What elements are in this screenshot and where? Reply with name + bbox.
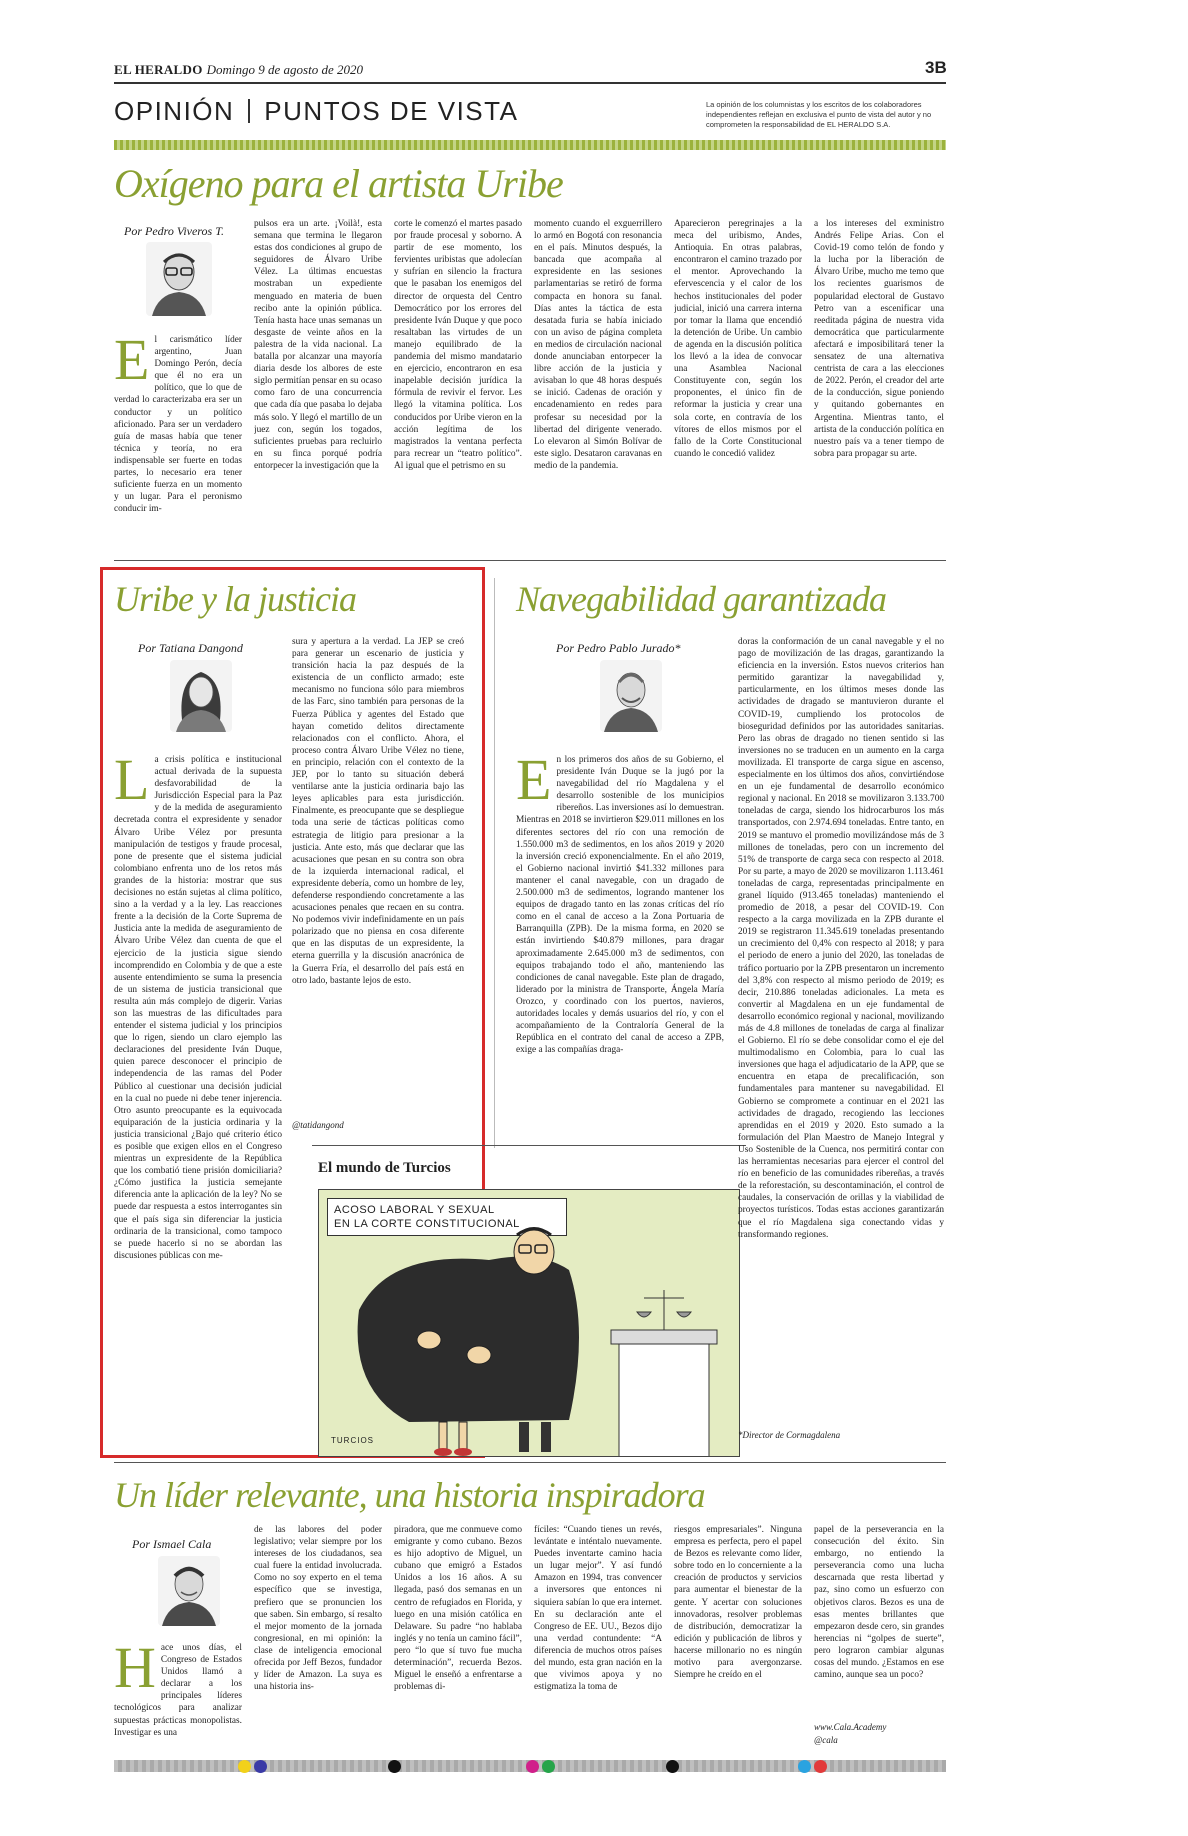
- registration-dot: [388, 1760, 401, 1773]
- section-bar: [114, 140, 946, 150]
- registration-dot: [254, 1760, 267, 1773]
- registration-dot: [666, 1760, 679, 1773]
- article3-byline: Por Pedro Pablo Jurado*: [556, 641, 681, 655]
- article4-byline: Por Ismael Cala: [132, 1537, 212, 1551]
- article4-column-2: de las labores del poder legislativo; velar siempre por los intereses de los ciudadanos, sea cual fuere la entidad involucrada. Como no soy experto en el tema específico que se investiga, prefiero que se pronuncien los que saben. Sin embargo, sí resalto el mejor momento de la jornada congresional, en mi opinión: la clase de inteligencia emocional ofrecida por Jeff Bezos, fundador y líder de Amazon. La suya es una historia ins-: [254, 1525, 382, 1693]
- section-puntos: PUNTOS DE VISTA: [264, 96, 519, 126]
- registration-dot: [798, 1760, 811, 1773]
- article1-byline: Por Pedro Viveros T.: [124, 224, 224, 238]
- article1-headline: Oxígeno para el artista Uribe: [114, 161, 563, 206]
- article3-headline: Navegabilidad garantizada: [516, 579, 886, 619]
- cartoon-signature: TURCIOS: [331, 1436, 374, 1445]
- author-portrait-jurado: [600, 660, 662, 732]
- article3-footnote: *Director de Cormagdalena: [738, 1430, 841, 1440]
- article4-headline: Un líder relevante, una historia inspiradora: [114, 1475, 705, 1515]
- article2-byline: Por Tatiana Dangond: [138, 641, 243, 655]
- article4-column-5: riesgos empresariales”. Ninguna empresa es perfecta, pero el papel de Bezos es relevante como líder, sobre todo en lo concerniente a la creación de productos y servicios para aumentar el bienestar de la gente. Y acertar con soluciones innovadoras, resolver problemas de distribución, democratizar la edición y publicación de libros y hacerse millonario no es ningún motivo para avergonzarse. Siempre he creído en el: [674, 1525, 802, 1681]
- article4-column-6: papel de la perseverancia en la consecución del éxito. Sin embargo, no entiendo la perseverancia como una lucha descarnada que resta libertad y paz, sino como un esfuerzo con objetivos claros. Bezos es una de esas mentes brillantes que empezaron desde cero, sin grandes herencias ni “golpes de suerte”, pero lograron cambiar algunas cosas del mundo. ¿Estamos en ese camino, aunque sea un poco?: [814, 1525, 944, 1681]
- article4-column-4: fíciles: “Cuando tienes un revés, levántate e inténtalo nuevamente. Puedes inventarte camino hacia un lugar mejor”. Y así fundó Amazon en 1994, tras convencer a inversores que entonces ni siquiera sabían lo que era internet. En su declaración ante el Congreso de EE. UU., Bezos dijo una verdad contundente: “A diferencia de muchos otros países del mundo, esta gran nación en la que vivimos apoya y no estigmatiza la toma de: [534, 1525, 662, 1693]
- article2-headline: Uribe y la justicia: [114, 579, 356, 619]
- divider: [114, 1462, 946, 1463]
- newspaper-name: EL HERALDO: [114, 62, 203, 77]
- cartoon-drawing: [319, 1190, 740, 1457]
- masthead: [114, 62, 363, 78]
- article2-column-1: La crisis política e institucional actual derivada de la supuesta desfavorabilidad de la Jurisdicción Especial para la Paz y de la medida de aseguramiento decretada contra el expresidente y senador Álvaro Uribe Vélez por presunta manipulación de testigos y fraude procesal, pone de presente que el sistema judicial colombiano enfrenta uno de los retos más grandes de la historia: mostrar que sus decisiones no están sujetas al clima político, sino a la verdad y a la ley. Las reacciones frente a la decisión de la Corte Suprema de Justicia ante la medida de aseguramiento de Álvaro Uribe Vélez dan cuenta de que el ejercicio de la justicia sigue siendo incomprendido en Colombia y de que a este ausente entendimiento se suma la presencia de un sistema de justicia transicional que resulta aún más complejo de digerir. Varias son las muestras de las dificultades para entender el sistema judicial y los principios que lo rigen, siendo un claro ejemplo las declaraciones del presidente Iván Duque, quien parece desconocer el principio de independencia de las ramas del Poder Público al cuestionar una decisión judicial en la cual no puede ni debe tener injerencia. Otro asunto preocupante es la equivocada equiparación de la justicia ordinaria y la justicia transicional ¿Bajo qué criterio ético es posible que exigen ellos en el Congreso mientras un expresidente de la República que los combatió tiene prisión domiciliaria? ¿Cómo justifica la justicia semejante diferencia ante la aplicación de la ley? No se puede dar respuesta a estos interrogantes sin que el país siga sin diferenciar la justicia ordinaria de la transicional, como tampoco se puede hacerlo si no se abordan las discusiones públicas con me-: [114, 754, 282, 1261]
- article1-column-5: Aparecieron peregrinajes a la meca del uribismo, Andes, Antioquia. En otras palabras, encontraron el camino trazado por el mentor. Aprovechando la efervescencia y el calor de los hechos institucionales del poder judicial, inició una carrera interna por tomar la llama que encendió la detención de Uribe. Un cambio de agenda en la discusión política los llevó a la idea de convocar una Asamblea Nacional Constituyente con, según los proponentes, el único fin de reformar la justicia y crear una sola corte, en contravía de los vítores de ellos mismos por el fallo de la Corte Constitucional cuando le concedió validez: [674, 219, 802, 459]
- registration-dot: [238, 1760, 251, 1773]
- article1-column-6: a los intereses del exministro Andrés Felipe Arias. Con el Covid-19 como telón de fondo y la lucha por la liberación de Álvaro Uribe, mucho me temo que los recientes guarismos de popularidad electoral de Gustavo Petro van a escenificar una reeditada página de nuestra vida democrática que particularmente afectará e imposibilitará tener la sensatez de una alternativa centrista de cara a las elecciones de 2022. Perón, el creador del arte de la conducción, sigue poniendo y quitando gobernantes en Argentina. Mientras tanto, el artista de la conducción política en nuestro país va a tener tiempo de sobra para propagar su arte.: [814, 219, 944, 459]
- article1-column-4: momento cuando el exguerrillero lo armó en Bogotá con resonancia en el país. Minutos después, la bancada que acompaña al expresidente en las sesiones parlamentarias se retiró de forma compacta en honora su fanal. Días antes la táctica de esta desatada furia se había iniciado con un aviso de página completa en medios de circulación nacional donde anunciaban entorpecer la libre acción de la justicia y avisaban lo que 48 horas después se inició. Cadenas de oración y encadenamiento en redes para profesar su necesidad por la libertad del dirigente venerado. Lo elevaron al Simón Bolívar de este siglo. Desataron caravanas en medio de la pandemia.: [534, 219, 662, 471]
- registration-dot: [542, 1760, 555, 1773]
- article3-column-2: doras la conformación de un canal navegable y el no pago de movilización de las dragas, garantizando la eficiencia en la inversión. Estos nuevos criterios han permitido garantizar la navegabilidad y, particularmente, en los últimos meses donde las actividades de dragado se mantuvieron durante el COVID-19, cumpliendo los protocolos de bioseguridad definidos por las autoridades sanitarias. Pero las obras de dragado no tienen sentido si las inversiones no se traducen en un aumento en la carga movilizada. El transporte de carga sigue en ascenso, especialmente en los últimos dos años, convirtiéndose en un eje fundamental de desarrollo económico regional y nacional. En 2018 se movilizaron 3.133.700 toneladas de carga, siendo los hidrocarburos los más transportados, con 2.974.694 toneladas. Entre tanto, en 2019 se mantuvo el promedio movilizándose más de 3 millones de toneladas, pero con un incremento del 51% de transporte de carga seca con respecto al 2018. Por su parte, a mayo de 2020 se movilizaron 1.113.461 toneladas de carga, representadas principalmente en granel líquido (913.465 toneladas) manteniendo el promedio de 2018, a pesar del COVID-19. Con respecto a la carga movilizada en la ZPB durante el 2019 se registraron 11.345.619 toneladas presentando un crecimiento del 0,4% con respecto al 2018; y para el periodo de enero a junio del 2020, las toneladas de tráfico portuario por la ZPB presentaron un incremento del 3,8% con respecto al mismo periodo de 2019; es decir, 210.886 toneladas adicionales. La meta es convertir al Magdalena en un eje fundamental de desarrollo económico regional y nacional, movilizando más de 4.8 millones de toneladas de carga al finalizar el Gobierno. El río se debe consolidar como el eje del multimodalismo en Colombia, para lo cual las inversiones que haga el adjudicatario de la APP, que se encuentra en etapa de precalificación, son fundamentales para mantener su navegabilidad. El Gobierno se compromete a continuar en el 2021 las actividades de dragado, recogiendo las lecciones aprendidas en el 2019 y 2020. Esto sumado a la formulación del Plan Maestro de Manejo Integral y Uso Sostenible de la Cuenca, nos permitirá contar con las herramientas necesarias para ejercer el control del río en beneficio de las comunidades ribereñas, a través de la reforestación, su descontaminación, el control de caudales, la conservación de orillas y la viabilidad de proyectos turísticos. Todas estas acciones garantizarán que el río Magdalena siga conectando vidas y transformando regiones.: [738, 637, 944, 1240]
- registration-dot: [814, 1760, 827, 1773]
- cartoon-image: [318, 1189, 740, 1457]
- article3-column-1: En los primeros dos años de su Gobierno, el presidente Iván Duque se la jugó por la navegabilidad del río Magdalena y el desarrollo sostenible de los municipios ribereños. Las inversiones así lo demuestran. Mientras en 2018 se invirtieron $29.011 millones en los diferentes sectores del río con una remoción de 1.550.000 m3 de sedimentos, en los años 2019 y 2020 la inversión creció exponencialmente. En el año 2019, el Gobierno nacional invirtió $41.332 millones para mantener el canal navegable, con un dragado de 2.500.000 m3 de sedimentos, logrando mantener los equipos de dragado tanto en las zonas críticas del río como en el canal de acceso a la Zona Portuaria de Barranquilla (ZPB). De la misma forma, en 2020 se están invirtiendo $40.879 millones, para dragar aproximadamente 2.645.000 m3 de sedimentos, con equipos trabajando todo el año, manteniendo las condiciones de canal navegable. Este plan de dragado, liderado por la ministra de Transporte, Ángela María Orozco, y coordinado con los puertos, navieros, autoridades locales y demás usuarios del río, y con el acompañamiento de la Contraloría General de la República en el contrato del canal de acceso a ZPB, exige a las compañías draga-: [516, 754, 724, 1056]
- article4-column-3: piradora, que me conmueve como emigrante y como cubano. Bezos es hijo adoptivo de Miguel, un cubano que emigró a Estados Unidos a los 16 años. A su llegada, pasó dos semanas en un centro de refugiados en Florida, y luego en una misión católica en Delaware. Su padre “no hablaba inglés y no tenía un camino fácil”, pero “lo que sí tuvo fue mucha determinación”, recuerda Bezos. Miguel le enseñó a enfrentarse a problemas di-: [394, 1525, 522, 1693]
- disclaimer: La opinión de los columnistas y los escritos de los colaboradores independientes reflejan en exclusiva el punto de vista del autor y no comprometen la responsabilidad de EL HERALDO S.A.: [706, 100, 932, 129]
- cartoon-title: El mundo de Turcios: [318, 1160, 451, 1176]
- article3-dropcap: E: [516, 754, 552, 812]
- article1-column-3: corte le comenzó el martes pasado por fraude procesal y soborno. A partir de ese momento, los fervientes uribistas que adolecían y sufrían en silencio la fractura que le pasaban los enemigos del director de orquesta del Centro Democrático por los errores del presidente Iván Duque y que poco resaltaban las virtudes de un manejo equilibrado de la pandemia del mismo mandatario en ejercicio, encontraron en esa inapelable decisión jurídica la fórmula de revivir el fervor. Les llegó la vitamina política. Los conducidos por Uribe vieron en la acción legítima de los magistrados la ventana perfecta para recrear un “teatro político”. Al igual que el petrismo en su: [394, 219, 522, 471]
- article4-site: www.Cala.Academy: [814, 1722, 887, 1732]
- registration-dot: [526, 1760, 539, 1773]
- article2-column-2: sura y apertura a la verdad. La JEP se creó para generar un escenario de justicia y transición hacia la paz después de la existencia de un conflicto armado; este mecanismo no funciona sólo para miembros de las Farc, sino también para personas de la Fuerza Pública y agentes del Estado que hayan cometido delitos directamente relacionados con el conflicto. Ahora, el proceso contra Álvaro Uribe Vélez no tiene, en principio, relación con el contexto de la JEP, por lo tanto su situación deberá ventilarse ante la justicia ordinaria bajo las leyes aplicables para esta jurisdicción. Finalmente, es preocupante que se despliegue toda una serie de tácticas políticas como estrategia de litigio para presionar a la justicia. Ante esto, más que declarar que las acusaciones que pesan en su contra son obra de la izquierda internacional radical, el expresidente debería, como un hombre de ley, defenderse respondiendo concretamente a las acusaciones penales que recaen en su contra. No podemos vivir indefinidamente en un país polarizado que no piensa en cosa diferente que en las disputas de un expresidente, la eterna guerrilla y la discusión anacrónica de la Guerra Fría, el desarrollo del país está en otro lado, bastante lejos de esto.: [292, 637, 464, 986]
- section-opinion: OPINIÓN: [114, 96, 235, 126]
- article4-dropcap: H: [114, 1642, 156, 1700]
- masthead-rule: [114, 82, 946, 84]
- article1-column-1: El carismático líder argentino, Juan Domingo Perón, decía que él no era un político, que lo que de verdad lo caracterizaba era ser un conductor y un político aficionado. Para ser un verdadero guía de masas había que tener técnica y teoría, no era indispensable ser fuerte en todas partes, lo necesario era tener suficiente fuerza en un momento y un lugar. Para el peronismo conducir im-: [114, 334, 242, 515]
- article1-column-2: pulsos era un arte. ¡Voilà!, esta semana que termina le llegaron estas dos condiciones al grupo de seguidores de Álvaro Uribe Vélez. La últimas encuestas mostraban un expediente menguado en materia de buen recibo ante la opinión pública. Tenía hasta hace unas semanas un desgaste de veinte años en la palestra de la vida nacional. La batalla por alcanzar una mayoría diaria desde los albores de este siglo permitían pensar en su ocaso como faro de una concurrencia que cada día que pasaba lo dejaba más solo. Y llegó el martillo de un juez con, según los togados, suficientes pruebas para recluirlo en su finca porqué podría entorpecer la investigación que la: [254, 219, 382, 471]
- divider: [114, 560, 946, 561]
- column-divider: [494, 578, 495, 1148]
- page-number: 3B: [925, 58, 947, 77]
- article1-dropcap: E: [114, 334, 150, 392]
- section-title: [114, 96, 518, 127]
- article4-handle: @cala: [814, 1735, 838, 1745]
- author-portrait-cala: [158, 1556, 220, 1626]
- issue-date: Domingo 9 de agosto de 2020: [206, 62, 363, 77]
- article2-handle: @tatidangond: [292, 1120, 344, 1130]
- article2-dropcap: L: [114, 754, 150, 812]
- cartoon-caption: ACOSO LABORAL Y SEXUAL EN LA CORTE CONSTITUCIONAL: [327, 1198, 567, 1236]
- article4-column-1: Hace unos días, el Congreso de Estados Unidos llamó a declarar a los principales líderes tecnológicos para analizar supuestas prácticas monopolistas. Investigar es una: [114, 1642, 242, 1738]
- author-portrait-viveros: [146, 242, 212, 316]
